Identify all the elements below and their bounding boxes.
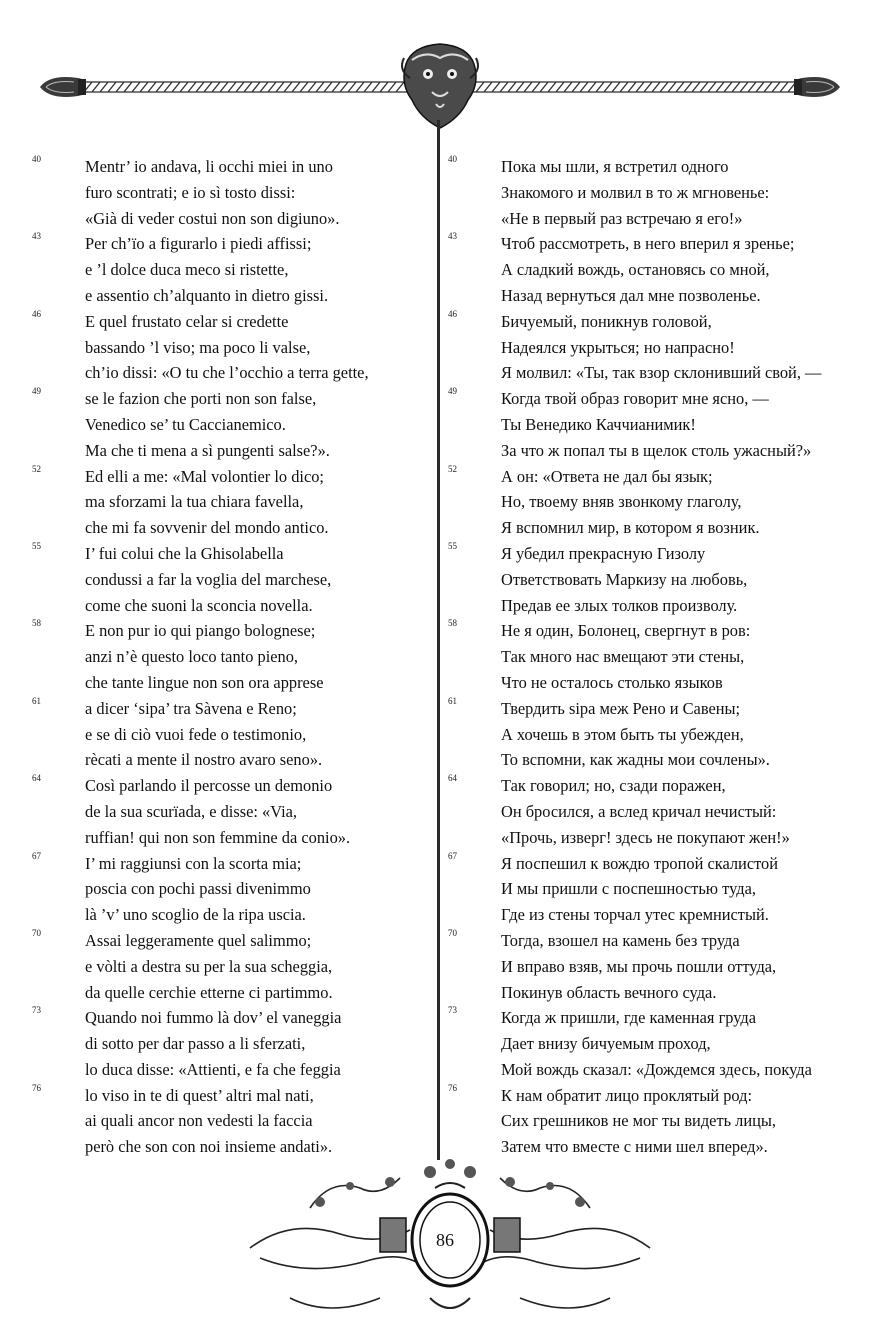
verse-text: Затем что вместе с ними шел вперед». xyxy=(501,1137,768,1157)
verse-text: Что не осталось столько языков xyxy=(501,672,723,692)
verse-line xyxy=(474,335,854,361)
verse-text: И мы пришли с поспешностью туда, xyxy=(501,879,756,899)
verse-line xyxy=(32,386,418,412)
verse-text: rècati a mente il nostro avaro seno». xyxy=(85,750,323,770)
verse-text: Così parlando il percosse un demonio xyxy=(85,776,333,796)
verse-text: ch’io dissi: «O tu che l’occhio a terra gette, xyxy=(85,363,369,383)
verse-line xyxy=(474,1057,854,1083)
verse-line xyxy=(58,747,418,773)
verse-number: 58 xyxy=(32,618,41,629)
verse-text: e assentio ch’alquanto in dietro gissi. xyxy=(85,285,329,305)
verse-line xyxy=(448,618,854,644)
verse-text: Per ch’ïo a figurarlo i piedi affissi; xyxy=(85,234,312,254)
verse-text: ai quali ancor non vedesti la faccia xyxy=(85,1111,313,1131)
verse-text: che mi fa sovvenir del mondo antico. xyxy=(85,518,329,538)
verse-line xyxy=(32,154,418,180)
verse-line xyxy=(474,283,854,309)
verse-line xyxy=(58,283,418,309)
verse-text: che tante lingue non son ora apprese xyxy=(85,672,324,692)
verse-line xyxy=(448,463,854,490)
verse-text: А хочешь в этом быть ты убежден, xyxy=(501,724,744,744)
tercet xyxy=(32,927,418,1005)
verse-line xyxy=(474,412,854,438)
verse-line xyxy=(58,567,418,593)
top-ornament xyxy=(0,0,880,140)
verse-line xyxy=(474,360,854,386)
verse-line xyxy=(474,489,854,515)
verse-line xyxy=(58,360,418,386)
verse-text: Ed elli a me: «Mal volontier lo dico; xyxy=(85,466,324,486)
verse-line xyxy=(474,876,854,902)
verse-line xyxy=(32,231,418,257)
verse-number: 73 xyxy=(448,1005,457,1016)
verse-line xyxy=(474,567,854,593)
verse-text: I’ mi raggiunsi con la scorta mia; xyxy=(85,853,302,873)
verse-text: К нам обратит лицо проклятый род: xyxy=(501,1085,753,1105)
verse-line xyxy=(32,463,418,490)
tercet xyxy=(448,308,854,386)
verse-line xyxy=(58,644,418,670)
verse-line xyxy=(58,438,418,464)
verse-number: 64 xyxy=(448,773,457,784)
verse-text: e ’l dolce duca meco si ristette, xyxy=(85,260,289,280)
verse-text: bassando ’l viso; ma poco li valse, xyxy=(85,337,311,357)
verse-line xyxy=(474,644,854,670)
verse-number: 70 xyxy=(32,927,41,938)
verse-number: 76 xyxy=(32,1082,41,1093)
tercet xyxy=(448,695,854,773)
verse-text: Я вспомнил мир, в котором я возник. xyxy=(501,518,760,538)
verse-line xyxy=(448,154,854,180)
verse-text: Мой вождь сказал: «Дождемся здесь, покуда xyxy=(501,1059,812,1079)
verse-line xyxy=(474,825,854,851)
verse-text: Venedico se’ tu Caccianemico. xyxy=(85,414,286,434)
column-divider xyxy=(437,120,440,1160)
verse-number: 43 xyxy=(32,231,41,242)
verse-number: 52 xyxy=(32,463,41,474)
verse-line xyxy=(474,515,854,541)
verse-line xyxy=(474,257,854,283)
tercet xyxy=(32,773,418,850)
verse-line xyxy=(58,515,418,541)
verse-line xyxy=(448,386,854,412)
verse-line xyxy=(58,1108,418,1134)
tercet xyxy=(448,618,854,695)
tercet xyxy=(448,1005,854,1082)
tercet xyxy=(32,695,418,773)
verse-line xyxy=(448,540,854,567)
verse-line xyxy=(448,850,854,877)
verse-text: ruffian! qui non son femmine da conio». xyxy=(85,827,351,847)
verse-line xyxy=(448,773,854,799)
verse-text: de la sua scurïada, e disse: «Via, xyxy=(85,801,298,821)
verse-line xyxy=(474,722,854,748)
verse-line xyxy=(448,1082,854,1109)
verse-line xyxy=(32,308,418,335)
tercet xyxy=(32,540,418,618)
verse-text: То вспомни, как жадны мои сочлены». xyxy=(501,750,770,770)
verse-line xyxy=(448,308,854,335)
verse-text: Я молвил: «Ты, так взор склонивший свой, — xyxy=(501,363,822,383)
verse-number: 46 xyxy=(32,308,41,319)
verse-text: come che suoni la sconcia novella. xyxy=(85,595,313,615)
verse-text: За что ж попал ты в щелок столь ужасный?» xyxy=(501,440,812,460)
verse-line xyxy=(58,722,418,748)
verse-text: Когда твой образ говорит мне ясно, — xyxy=(501,389,769,409)
verse-line xyxy=(58,980,418,1006)
verse-text: condussi a far la voglia del marchese, xyxy=(85,569,332,589)
verse-line xyxy=(474,954,854,980)
verse-line xyxy=(474,1031,854,1057)
verse-text: Сих грешников не мог ты видеть лицы, xyxy=(501,1111,777,1131)
verse-number: 58 xyxy=(448,618,457,629)
verse-line xyxy=(474,1108,854,1134)
verse-line xyxy=(58,1057,418,1083)
tercet xyxy=(448,154,854,231)
verse-line xyxy=(474,747,854,773)
verse-number: 61 xyxy=(32,695,41,706)
verse-line xyxy=(32,1082,418,1109)
tercet xyxy=(448,386,854,463)
verse-line xyxy=(58,206,418,232)
verse-line xyxy=(58,257,418,283)
tercet xyxy=(32,618,418,695)
tercet xyxy=(32,308,418,386)
verse-text: Assai leggeramente quel salimmo; xyxy=(85,930,312,950)
verse-text: Ты Венедико Каччианимик! xyxy=(501,414,696,434)
verse-text: Пока мы шли, я встретил одного xyxy=(501,157,729,176)
verse-number: 55 xyxy=(32,540,41,551)
verse-text: lo viso in te di quest’ altri mal nati, xyxy=(85,1085,314,1105)
tercet xyxy=(32,463,418,541)
verse-line xyxy=(58,799,418,825)
tercet xyxy=(32,1005,418,1082)
verse-text: di sotto per dar passo a li sferzati, xyxy=(85,1034,306,1054)
verse-text: e se di ciò vuoi fede o testimonio, xyxy=(85,724,307,744)
tercet xyxy=(448,773,854,850)
verse-text: А он: «Ответа не дал бы язык; xyxy=(501,466,713,486)
italian-column xyxy=(32,154,418,1160)
verse-line xyxy=(58,412,418,438)
verse-line xyxy=(58,954,418,980)
verse-text: Когда ж пришли, где каменная груда xyxy=(501,1008,757,1028)
verse-text: e vòlti a destra su per la sua scheggia, xyxy=(85,956,333,976)
verse-line xyxy=(58,180,418,206)
verse-text: Надеялся укрыться; но напрасно! xyxy=(501,337,735,357)
verse-number: 70 xyxy=(448,927,457,938)
verse-line xyxy=(58,876,418,902)
verse-text: I’ fui colui che la Ghisolabella xyxy=(85,543,284,563)
verse-text: E non pur io qui piango bolognese; xyxy=(85,621,316,641)
verse-text: Так говорил; но, сзади поражен, xyxy=(501,776,726,796)
verse-text: Бичуемый, поникнув головой, xyxy=(501,311,712,331)
verse-text: anzi n’è questo loco tanto pieno, xyxy=(85,647,299,667)
verse-number: 67 xyxy=(32,850,41,861)
verse-text: ma sforzami la tua chiara favella, xyxy=(85,492,304,512)
verse-text: Твердить sipa меж Рено и Савены; xyxy=(501,698,741,718)
verse-text: «Прочь, изверг! здесь не покупают жен!» xyxy=(501,827,790,847)
verse-number: 46 xyxy=(448,308,457,319)
verse-text: Он бросился, а вслед кричал нечистый: xyxy=(501,801,777,821)
verse-text: Ma che ti mena a sì pungenti salse?». xyxy=(85,440,330,460)
verse-line xyxy=(32,773,418,799)
verse-line xyxy=(474,670,854,696)
verse-line xyxy=(474,438,854,464)
verse-number: 43 xyxy=(448,231,457,242)
verse-text: «Già di veder costui non son digiuno». xyxy=(85,208,340,228)
verse-line xyxy=(58,335,418,361)
verse-line xyxy=(474,180,854,206)
verse-text: furo scontrati; e io sì tosto dissi: xyxy=(85,182,296,202)
verse-line xyxy=(448,231,854,257)
page-number: 86 xyxy=(436,1230,454,1250)
verse-number: 49 xyxy=(448,386,457,397)
verse-text: Я убедил прекрасную Гизолу xyxy=(501,543,706,563)
verse-text: là ’v’ uno scoglio de la ripa uscia. xyxy=(85,905,306,925)
tercet xyxy=(448,850,854,928)
verse-line xyxy=(32,540,418,567)
verse-text: se le fazion che porti non son false, xyxy=(85,389,317,409)
verse-number: 61 xyxy=(448,695,457,706)
russian-column xyxy=(448,154,854,1160)
verse-number: 40 xyxy=(32,154,41,164)
verse-text: А сладкий вождь, остановясь со мной, xyxy=(501,260,770,280)
verse-number: 52 xyxy=(448,463,457,474)
tercet xyxy=(448,231,854,308)
verse-text: Не я один, Болонец, свергнут в ров: xyxy=(501,621,751,641)
tercet xyxy=(32,154,418,231)
verse-text: Где из стены торчал утес кремнистый. xyxy=(501,905,769,925)
verse-line xyxy=(58,670,418,696)
verse-text: Quando noi fummo là dov’ el vaneggia xyxy=(85,1008,342,1028)
verse-number: 49 xyxy=(32,386,41,397)
verse-text: Так много нас вмещают эти стены, xyxy=(501,647,745,667)
verse-line xyxy=(58,825,418,851)
verse-line xyxy=(448,695,854,722)
verse-line xyxy=(58,902,418,928)
right-tassel-ornament xyxy=(794,77,840,97)
tercet xyxy=(448,927,854,1005)
verse-number: 67 xyxy=(448,850,457,861)
verse-text: Ответствовать Маркизу на любовь, xyxy=(501,569,748,589)
verse-line xyxy=(32,850,418,877)
verse-text: Но, твоему вняв звонкому глаголу, xyxy=(501,492,742,512)
verse-text: Дает внизу бичуемым проход, xyxy=(501,1034,711,1054)
verse-text: Тогда, взошел на камень без труда xyxy=(501,930,740,950)
verse-line xyxy=(474,980,854,1006)
tercet xyxy=(32,386,418,463)
verse-text: «Не в первый раз встречаю я его!» xyxy=(501,208,743,228)
verse-line xyxy=(58,489,418,515)
verse-text: И вправо взяв, мы прочь пошли оттуда, xyxy=(501,956,777,976)
verse-text: Предав ее злых толков произволу. xyxy=(501,595,738,615)
verse-line xyxy=(58,1031,418,1057)
verse-line xyxy=(32,927,418,954)
verse-text: da quelle cerchie etterne ci partimmo. xyxy=(85,982,333,1002)
verse-text: a dicer ‘sipa’ tra Sàvena e Reno; xyxy=(85,698,297,718)
verse-line xyxy=(58,593,418,619)
verse-line xyxy=(448,927,854,954)
verse-line xyxy=(474,206,854,232)
tercet xyxy=(32,231,418,308)
lion-mask-ornament xyxy=(402,44,478,128)
verse-text: Чтоб рассмотреть, в него вперил я зренье; xyxy=(501,234,795,254)
verse-text: però che son con noi insieme andati». xyxy=(85,1137,333,1157)
verse-number: 55 xyxy=(448,540,457,551)
verse-number: 40 xyxy=(448,154,457,164)
verse-line xyxy=(32,618,418,644)
tercet xyxy=(448,540,854,618)
verse-line xyxy=(32,1005,418,1031)
verse-number: 76 xyxy=(448,1082,457,1093)
verse-text: lo duca disse: «Attienti, e fa che feggia xyxy=(85,1059,341,1079)
verse-text: Покинув область вечного суда. xyxy=(501,982,717,1002)
verse-line xyxy=(474,902,854,928)
verse-text: E quel frustato celar si credette xyxy=(85,311,289,331)
verse-line xyxy=(32,695,418,722)
verse-text: Я поспешил к вождю тропой скалистой xyxy=(501,853,779,873)
tercet xyxy=(32,850,418,928)
left-tassel-ornament xyxy=(40,77,86,97)
verse-line xyxy=(474,799,854,825)
verse-number: 64 xyxy=(32,773,41,784)
verse-line xyxy=(448,1005,854,1031)
verse-line xyxy=(474,593,854,619)
verse-number: 73 xyxy=(32,1005,41,1016)
verse-text: Mentr’ io andava, li occhi miei in uno xyxy=(85,157,333,176)
verse-text: poscia con pochi passi divenimmo xyxy=(85,879,311,899)
tercet xyxy=(448,463,854,541)
verse-text: Назад вернуться дал мне позволенье. xyxy=(501,285,761,305)
verse-text: Знакомого и молвил в то ж мгновенье: xyxy=(501,182,770,202)
